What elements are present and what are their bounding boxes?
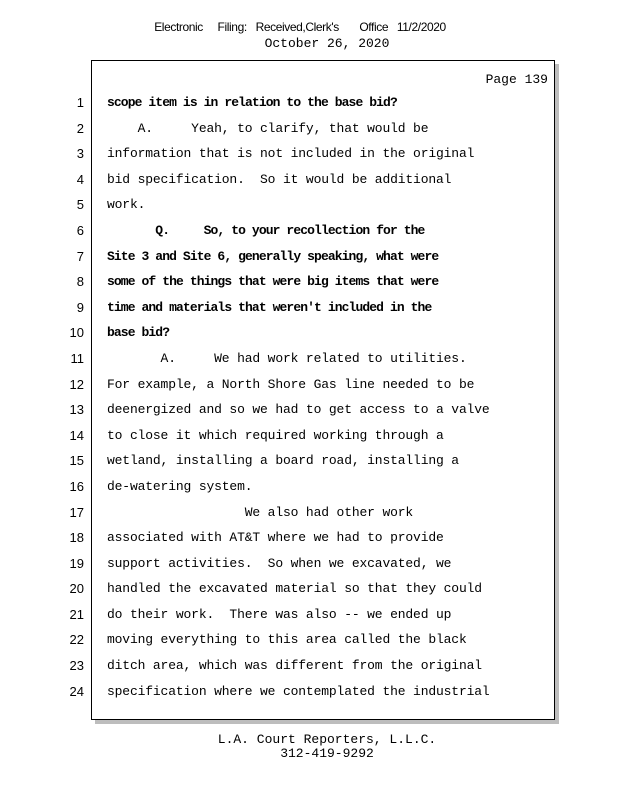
line-number: 3 — [76, 146, 84, 162]
transcript-line: scope item is in relation to the base bid? — [107, 95, 397, 110]
transcript-line: support activities. So when we excavated, we — [107, 555, 452, 571]
transcript-line: de-watering system. — [107, 478, 253, 494]
line-number: 7 — [76, 248, 84, 264]
line-number: 6 — [76, 222, 84, 238]
reporter-footer — [0, 733, 618, 761]
transcript-line: base bid? — [107, 325, 170, 341]
line-number: 20 — [69, 581, 84, 597]
transcript-line: information that is not included in the original — [107, 146, 475, 162]
transcript-line: time and materials that weren't included in the — [107, 299, 432, 315]
line-number: 24 — [69, 683, 84, 699]
transcript-line: wetland, installing a board road, installing a — [107, 453, 459, 469]
transcript-date: October 26, 2020 — [264, 36, 390, 51]
reporter-company: L.A. Court Reporters, L.L.C. — [217, 732, 437, 747]
line-number: 15 — [69, 453, 84, 469]
transcript-line: Q. So, to your recollection for the — [107, 222, 425, 238]
transcript-line: For example, a North Shore Gas line needed to be — [107, 376, 475, 392]
line-number: 8 — [76, 274, 84, 290]
line-number: 14 — [69, 427, 84, 443]
line-number: 23 — [69, 658, 84, 674]
transcript-line: We also had other work — [107, 504, 414, 520]
reporter-phone: 312-419-9292 — [280, 746, 374, 761]
line-number: 4 — [76, 171, 84, 187]
transcript-line: associated with AT&T where we had to provide — [107, 530, 444, 546]
line-number: 16 — [69, 478, 84, 494]
transcript-line: bid specification. So it would be additional — [107, 171, 452, 187]
line-number: 11 — [70, 350, 84, 366]
page-number: Page 139 — [485, 72, 548, 87]
line-number: 1 — [76, 95, 84, 110]
transcript-line: specification where we contemplated the industrial — [107, 683, 490, 699]
transcript-line: A. Yeah, to clarify, that would be — [107, 120, 429, 136]
line-number: 17 — [69, 504, 84, 520]
line-number: 12 — [69, 376, 84, 392]
line-number: 9 — [76, 299, 84, 315]
transcript-line: do their work. There was also -- we ended up — [107, 606, 452, 622]
transcript-line: moving everything to this area called the black — [107, 632, 467, 648]
transcript-line: some of the things that were big items that were — [107, 274, 439, 290]
line-number: 10 — [69, 325, 84, 341]
transcript-line: work. — [107, 197, 146, 213]
line-number: 22 — [69, 632, 84, 648]
transcript-line: handled the excavated material so that they could — [107, 581, 482, 597]
line-number: 13 — [69, 402, 84, 418]
transcript-line: A. We had work related to utilities. — [107, 350, 467, 366]
line-number: 19 — [69, 555, 84, 571]
transcript-line: Site 3 and Site 6, generally speaking, what were — [107, 248, 439, 264]
transcript-line: ditch area, which was different from the original — [107, 658, 482, 674]
line-number: 21 — [69, 606, 84, 622]
line-number: 5 — [76, 197, 84, 213]
transcript-line: to close it which required working through a — [107, 427, 444, 443]
line-number: 18 — [69, 530, 84, 546]
line-number: 2 — [76, 120, 84, 136]
transcript-text — [107, 94, 552, 708]
filing-stamp: Electronic Filing: Received,Clerk's Office 11/2/2020 — [154, 20, 446, 34]
transcript-line: deenergized and so we had to get access to a valve — [107, 402, 490, 418]
line-number-column — [58, 94, 84, 708]
